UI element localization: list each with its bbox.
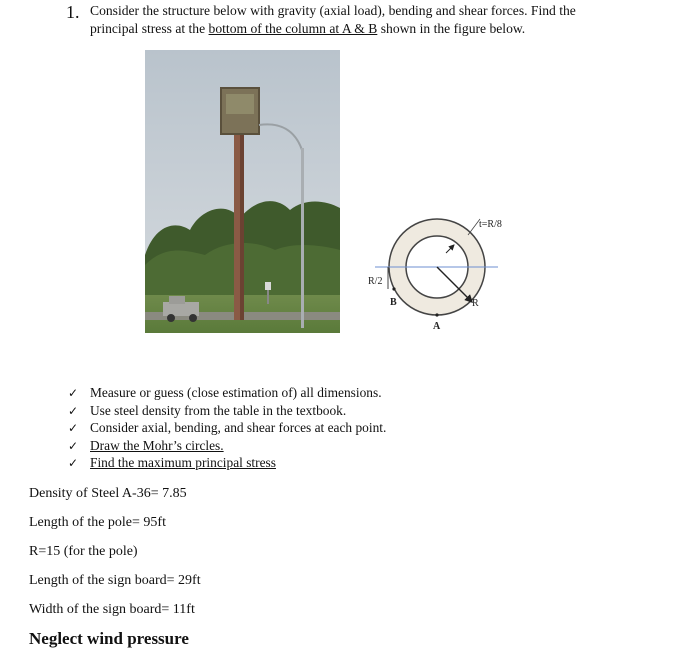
checklist-item xyxy=(68,454,386,472)
question-text-line1: Consider the structure below with gravity (axial load), bending and shear forces. Find the xyxy=(90,3,576,18)
point-b-label: B xyxy=(390,297,397,308)
checkmark-icon: ✓ xyxy=(68,438,79,453)
question-text-underlined: bottom of the column at A & B xyxy=(208,21,378,36)
checkmark-icon: ✓ xyxy=(68,386,79,400)
radius-parameter: R=15 (for the pole) xyxy=(29,544,138,559)
question-text-prefix: principal stress at the xyxy=(90,21,209,36)
checklist-item-text: Find the maximum principal stress xyxy=(90,455,276,471)
question-number: 1. xyxy=(66,2,80,22)
pole-length-parameter: Length of the pole= 95ft xyxy=(29,515,166,530)
checkmark-icon: ✓ xyxy=(68,403,79,418)
point-a-label: A xyxy=(433,321,441,332)
checklist-item-text: Consider axial, bending, and shear forces at each point. xyxy=(90,420,387,436)
checklist-item xyxy=(68,384,386,402)
checklist-item-text: Draw the Mohr’s circles. xyxy=(90,437,224,453)
checklist-item xyxy=(68,437,386,455)
checkmark-icon: ✓ xyxy=(68,456,79,471)
sign-pole-photo xyxy=(145,50,340,333)
requirements-checklist xyxy=(68,384,386,472)
question-text-suffix: shown in the figure below. xyxy=(377,21,526,36)
radius-label: R xyxy=(472,298,479,309)
board-length-parameter: Length of the sign board= 29ft xyxy=(29,573,201,588)
board-width-parameter: Width of the sign board= 11ft xyxy=(29,602,195,617)
half-radius-label: R/2 xyxy=(368,276,383,287)
checklist-item-text: Measure or guess (close estimation of) all dimensions. xyxy=(90,385,382,400)
thickness-label: t=R/8 xyxy=(479,219,502,230)
column-cross-section-diagram xyxy=(360,205,530,335)
checklist-item-text: Use steel density from the table in the textbook. xyxy=(90,402,347,418)
density-parameter: Density of Steel A-36= 7.85 xyxy=(29,486,187,501)
checklist-item xyxy=(68,402,386,420)
checklist-item xyxy=(68,419,386,437)
question-text-line2 xyxy=(90,21,525,37)
wind-pressure-note: Neglect wind pressure xyxy=(29,629,189,648)
checkmark-icon: ✓ xyxy=(68,421,79,436)
